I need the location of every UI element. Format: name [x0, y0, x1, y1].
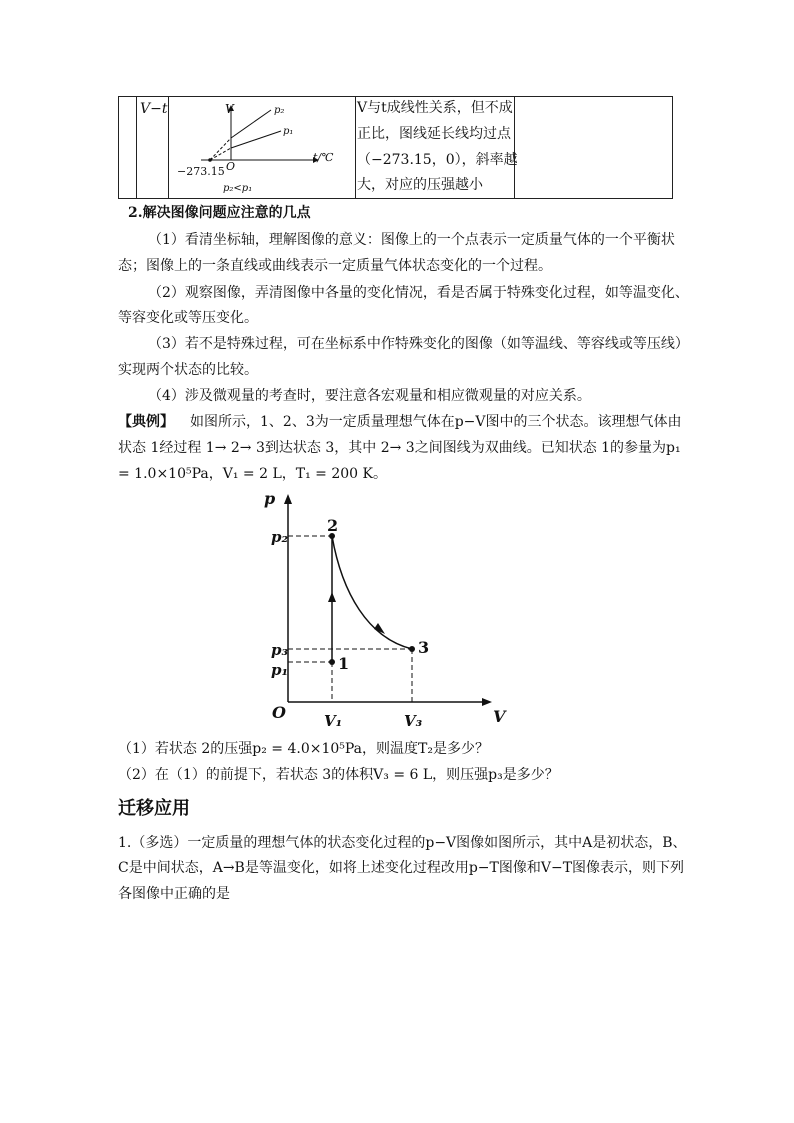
- point-2-line2: 等容变化或等压变化。: [118, 310, 258, 326]
- question-1: （1）若状态 2的压强p₂ = 4.0×10⁵Pa，则温度T₂是多少？: [118, 741, 489, 757]
- v-axis-label: V: [493, 707, 506, 726]
- desc-line: 大，对应的压强越小: [357, 177, 483, 193]
- line-p2-label: p₂: [274, 105, 285, 116]
- point-1-line1: （1）看清坐标轴，理解图像的意义：图像上的一个点表示一定质量气体的一个平衡状: [148, 232, 675, 248]
- state-2-label: 2: [327, 516, 339, 535]
- desc-line: （−273.15，0），斜率越: [357, 152, 518, 168]
- exercise-line2: C是中间状态，A→B是等温变化，如将上述变化过程改用p−T图像和V−T图像表示，则下列: [118, 860, 685, 876]
- table-divider: [514, 97, 515, 198]
- example-line3: = 1.0×10⁵Pa，V₁ = 2 L，T₁ = 200 K。: [118, 466, 387, 482]
- point-3-line1: （3）若不是特殊过程，可在坐标系中作特殊变化的图像（如等温线、等容线或等压线）: [148, 336, 689, 352]
- example-line2: 状态 1经过程 1→ 2→ 3到达状态 3，其中 2→ 3之间图线为双曲线。已知状态 1的参量为p₁: [118, 440, 681, 456]
- relation-table-row: [118, 96, 673, 199]
- t-axis-label: t/℃: [313, 151, 334, 164]
- exercise-line1: 1.（多选）一定质量的理想气体的状态变化过程的p−V图像如图所示，其中A是初状态，B、: [118, 835, 687, 851]
- point-1-line2: 态；图像上的一条直线或曲线表示一定质量气体状态变化的一个过程。: [118, 258, 552, 274]
- p-v-graph: [260, 488, 520, 738]
- tick-p1: p₁: [271, 661, 289, 679]
- table-divider: [355, 97, 356, 198]
- example-tag: 【典例】: [118, 414, 174, 430]
- tick-v3: V₃: [404, 712, 423, 730]
- point-4-line1: （4）涉及微观量的考查时，要注意各宏观量和相应微观量的对应关系。: [148, 388, 591, 404]
- origin-label: O: [272, 703, 286, 722]
- table-divider: [168, 97, 169, 198]
- tick-p2: p₂: [271, 528, 289, 546]
- point-3-line2: 实现两个状态的比较。: [118, 362, 258, 378]
- origin-label: O: [226, 160, 236, 173]
- example-line1: 如图所示，1、2、3为一定质量理想气体在p−V图中的三个状态。该理想气体由: [190, 414, 682, 430]
- section-heading: 2.解决图像问题应注意的几点: [128, 205, 311, 221]
- transfer-heading: 迁移应用: [118, 798, 190, 819]
- mini-graph-caption: p₂<p₁: [223, 183, 253, 194]
- desc-line: 正比，图线延长线均过点: [357, 126, 511, 142]
- row-label: V−t: [140, 101, 168, 117]
- tick-p3: p₃: [271, 641, 289, 659]
- point-2-line1: （2）观察图像，弄清图像中各量的变化情况，看是否属于特殊变化过程，如等温变化、: [148, 285, 689, 301]
- tick-v1: V₁: [324, 712, 343, 730]
- p-axis-label: p: [264, 489, 276, 508]
- question-2: （2）在（1）的前提下，若状态 3的体积V₃ = 6 L，则压强p₃是多少？: [118, 767, 559, 783]
- line-p1-label: p₁: [283, 126, 294, 137]
- v-axis-label: V: [225, 102, 234, 116]
- exercise-line3: 各图像中正确的是: [118, 886, 230, 902]
- desc-line: V与t成线性关系，但不成: [357, 100, 513, 116]
- table-divider: [136, 97, 137, 198]
- state-1-label: 1: [338, 654, 350, 673]
- intercept-label: −273.15: [177, 165, 225, 178]
- state-3-label: 3: [418, 638, 430, 657]
